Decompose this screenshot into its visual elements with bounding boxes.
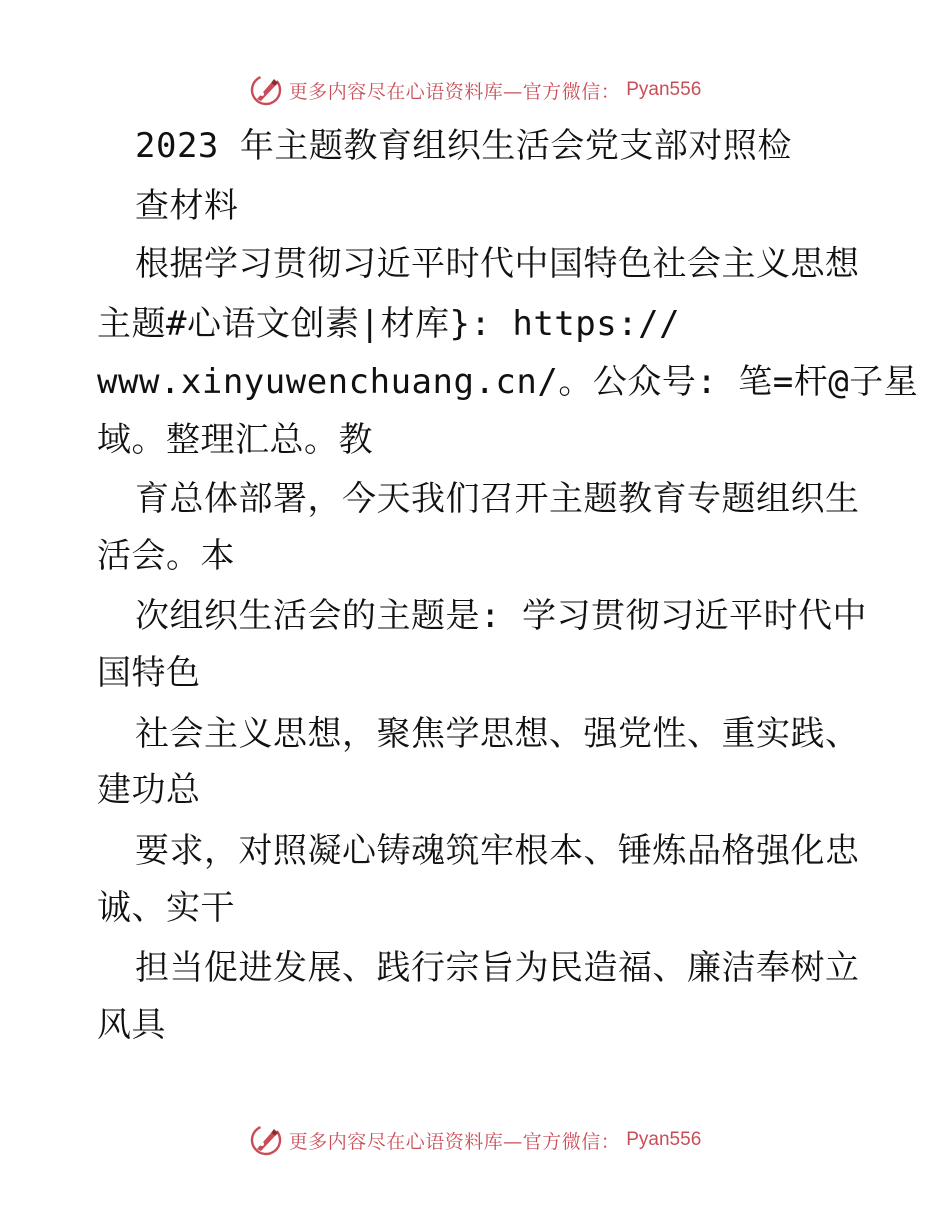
header-wechat-id: Pyan556 — [626, 79, 702, 100]
text-line: 风具 — [97, 1005, 166, 1045]
text-line: 域。整理汇总。教 — [97, 420, 373, 460]
text-line: 担当促进发展、践行宗旨为民造福、廉洁奉树立 — [135, 948, 860, 988]
text-line: 社会主义思想，聚焦学思想、强党性、重实践、 — [135, 714, 860, 754]
text-line: 建功总 — [97, 770, 201, 810]
text-line: 要求，对照凝心铸魂筑牢根本、锤炼品格强化忠 — [135, 831, 860, 871]
footer-banner — [0, 1120, 950, 1160]
pen-logo-icon — [249, 73, 283, 107]
header-banner-text: 更多内容尽在心语资料库—官方微信： — [288, 80, 621, 103]
text-line: 国特色 — [97, 653, 201, 693]
text-line: 2023 年主题教育组织生活会党支部对照检 — [135, 126, 792, 166]
text-line: 活会。本 — [97, 536, 235, 576]
header-banner — [0, 70, 950, 110]
footer-wechat-id: Pyan556 — [626, 1129, 702, 1150]
text-line: 次组织生活会的主题是: 学习贯彻习近平时代中 — [135, 596, 867, 636]
text-line: www.xinyuwenchuang.cn/。公众号: 笔=杆@子星 — [97, 362, 919, 402]
text-line: 主题#心语文创素|材库}: https:// — [97, 304, 681, 344]
text-line: 诚、实干 — [97, 888, 235, 928]
text-line: 育总体部署，今天我们召开主题教育专题组织生 — [135, 479, 860, 519]
footer-banner-text: 更多内容尽在心语资料库—官方微信： — [288, 1130, 621, 1153]
pen-logo-icon — [249, 1123, 283, 1157]
text-line: 根据学习贯彻习近平时代中国特色社会主义思想 — [135, 244, 860, 284]
text-line: 查材料 — [135, 186, 239, 226]
